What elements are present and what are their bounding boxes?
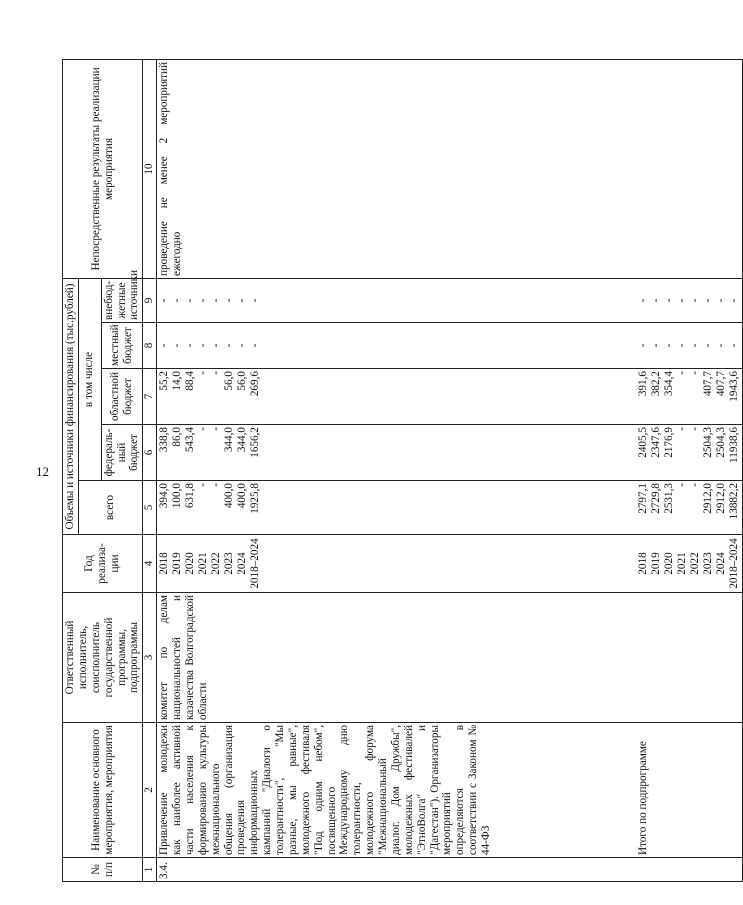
extra-value: - <box>728 298 741 303</box>
header-year: Год реализа-ции <box>63 535 143 593</box>
year-value: 2018–2024 <box>249 538 262 589</box>
regional-value: 382,2 <box>650 371 663 397</box>
regional-value: 1943,6 <box>728 371 741 402</box>
extra-value: - <box>184 298 197 303</box>
total-value: 2912,0 <box>702 483 715 514</box>
year-value: 2020 <box>663 552 676 575</box>
federal-value: 86,0 <box>171 427 184 447</box>
year-value: 2019 <box>650 552 663 575</box>
regional-value: 407,7 <box>715 371 728 397</box>
extra-value: - <box>650 298 663 303</box>
regional-value: - <box>210 371 223 375</box>
header-result: Непосредственные результаты реализации мероприятия <box>63 59 143 278</box>
local-value: - <box>158 343 171 348</box>
extra-cell <box>627 278 743 322</box>
col-number: 8 <box>143 323 157 369</box>
empty-cell <box>627 59 743 278</box>
table-row-total <box>627 59 743 881</box>
total-value: 631,8 <box>184 483 197 509</box>
total-value: 400,0 <box>223 483 236 509</box>
regional-value: 88,4 <box>184 371 197 391</box>
extra-value: - <box>158 298 171 303</box>
regional-value: - <box>676 371 689 375</box>
empty-cell <box>627 858 743 882</box>
total-value: 2797,1 <box>637 483 650 514</box>
col-number: 6 <box>143 425 157 481</box>
extra-value: - <box>689 298 702 303</box>
local-value: - <box>637 343 650 348</box>
extra-value: - <box>223 298 236 303</box>
total-value: - <box>689 483 702 487</box>
federal-value: - <box>210 427 223 431</box>
year-value: 2024 <box>236 552 249 575</box>
header-name: Наименование основного мероприятия, мероприятия <box>63 723 143 858</box>
header-federal: федераль-ный бюджет <box>101 425 143 481</box>
federal-value: 2405,5 <box>637 427 650 458</box>
header-total: всего <box>78 481 142 535</box>
total-value: - <box>197 483 210 487</box>
local-cell <box>157 323 628 369</box>
year-value: 2024 <box>715 552 728 575</box>
local-cell <box>627 323 743 369</box>
federal-value: - <box>197 427 210 431</box>
local-value: - <box>676 343 689 348</box>
col-number: 9 <box>143 278 157 322</box>
federal-value: 344,0 <box>236 427 249 453</box>
regional-cell <box>627 369 743 425</box>
header-regional: областной бюджет <box>101 369 143 425</box>
regional-value: 407,7 <box>702 371 715 397</box>
regional-value: 354,4 <box>663 371 676 397</box>
regional-value: 55,2 <box>158 371 171 391</box>
extra-value: - <box>236 298 249 303</box>
extra-value: - <box>676 298 689 303</box>
extra-value: - <box>637 298 650 303</box>
total-cell <box>157 481 628 535</box>
header-extra: внебюд-жетные источники <box>101 278 143 322</box>
regional-value: 14,0 <box>171 371 184 391</box>
total-value: 100,0 <box>171 483 184 509</box>
regional-value: - <box>689 371 702 375</box>
col-number: 5 <box>143 481 157 535</box>
year-value: 2018 <box>637 552 650 575</box>
total-value: - <box>210 483 223 487</box>
extra-value: - <box>715 298 728 303</box>
federal-value: 543,4 <box>184 427 197 453</box>
local-value: - <box>210 343 223 348</box>
local-value: - <box>650 343 663 348</box>
rotated-page <box>62 60 741 882</box>
total-value: 2912,0 <box>715 483 728 514</box>
header-in-that-number: в том числе <box>78 278 101 480</box>
regional-value: 56,0 <box>236 371 249 391</box>
year-value: 2018 <box>158 552 171 575</box>
total-value: 400,0 <box>236 483 249 509</box>
regional-value: 56,0 <box>223 371 236 391</box>
federal-value: 1656,2 <box>249 427 262 458</box>
total-label: Итого по подпрограмме <box>627 723 743 858</box>
local-value: - <box>715 343 728 348</box>
federal-cell <box>157 425 628 481</box>
measure-name: Привлечение молодежи как наиболее активной части населения к формированию культуры межнационального общения (организация проведения информационных кампаний "Диалоги о толерантности", "Мы разные, мы равные", молодежного фестиваля "Под одним небом", посвященного Международному дню толерантности, молодежного форума "Межнациональный диалог. Дом Дружбы", молодежных фестивалей "ЭтноВолга" и "Дагестан"). Организаторы мероприятий определяются в соответствии с Законом № 44-ФЗ <box>157 723 628 858</box>
federal-value: - <box>676 427 689 431</box>
local-value: - <box>197 343 210 348</box>
local-value: - <box>689 343 702 348</box>
col-number: 2 <box>143 723 157 858</box>
regional-value: - <box>197 371 210 375</box>
local-value: - <box>236 343 249 348</box>
extra-value: - <box>249 298 262 303</box>
header-executor: Ответственный исполнитель, соисполнитель государственной программы, подпрограммы <box>63 593 143 723</box>
local-value: - <box>728 343 741 348</box>
extra-value: - <box>171 298 184 303</box>
total-value: 2531,3 <box>663 483 676 514</box>
year-value: 2021 <box>197 552 210 575</box>
extra-value: - <box>210 298 223 303</box>
row-number: 3.4. <box>157 858 628 882</box>
col-number: 1 <box>143 858 157 882</box>
federal-value: 11938,6 <box>728 427 741 463</box>
year-value: 2022 <box>210 552 223 575</box>
local-value: - <box>171 343 184 348</box>
regional-value: 269,6 <box>249 371 262 397</box>
regional-cell <box>157 369 628 425</box>
federal-value: - <box>689 427 702 431</box>
col-number: 10 <box>143 59 157 278</box>
header-num: № п/п <box>63 858 143 882</box>
table-row <box>157 59 628 881</box>
year-value: 2019 <box>171 552 184 575</box>
extra-cell <box>157 278 628 322</box>
regional-value: 391,6 <box>637 371 650 397</box>
federal-value: 338,8 <box>158 427 171 453</box>
year-value: 2020 <box>184 552 197 575</box>
header-finance-group: Объемы и источники финансирования (тыс.рублей) <box>63 278 79 534</box>
total-value: - <box>676 483 689 487</box>
total-value: 1925,8 <box>249 483 262 514</box>
federal-value: 344,0 <box>223 427 236 453</box>
extra-value: - <box>702 298 715 303</box>
years-cell <box>627 535 743 593</box>
federal-value: 2176,9 <box>663 427 676 458</box>
year-value: 2023 <box>223 552 236 575</box>
federal-value: 2347,6 <box>650 427 663 458</box>
col-number: 4 <box>143 535 157 593</box>
federal-cell <box>627 425 743 481</box>
extra-value: - <box>197 298 210 303</box>
total-value: 2729,8 <box>650 483 663 514</box>
year-value: 2023 <box>702 552 715 575</box>
extra-value: - <box>663 298 676 303</box>
local-value: - <box>223 343 236 348</box>
year-value: 2021 <box>676 552 689 575</box>
measure-executor: комитет по делам национальностей и казачества Волгоградской области <box>157 593 628 723</box>
total-cell <box>627 481 743 535</box>
total-value: 394,0 <box>158 483 171 509</box>
local-value: - <box>702 343 715 348</box>
federal-value: 2504,3 <box>715 427 728 458</box>
local-value: - <box>184 343 197 348</box>
page-number: 12 <box>36 464 49 479</box>
federal-value: 2504,3 <box>702 427 715 458</box>
financing-table <box>62 59 743 882</box>
measure-result: проведение не менее 2 мероприятий ежегодно <box>157 59 628 278</box>
col-number: 3 <box>143 593 157 723</box>
col-number: 7 <box>143 369 157 425</box>
year-value: 2022 <box>689 552 702 575</box>
year-value: 2018–2024 <box>728 538 741 589</box>
total-value: 13882,2 <box>728 483 741 520</box>
header-local: местный бюджет <box>101 323 143 369</box>
local-value: - <box>663 343 676 348</box>
years-cell <box>157 535 628 593</box>
local-value: - <box>249 343 262 348</box>
empty-cell <box>627 593 743 723</box>
